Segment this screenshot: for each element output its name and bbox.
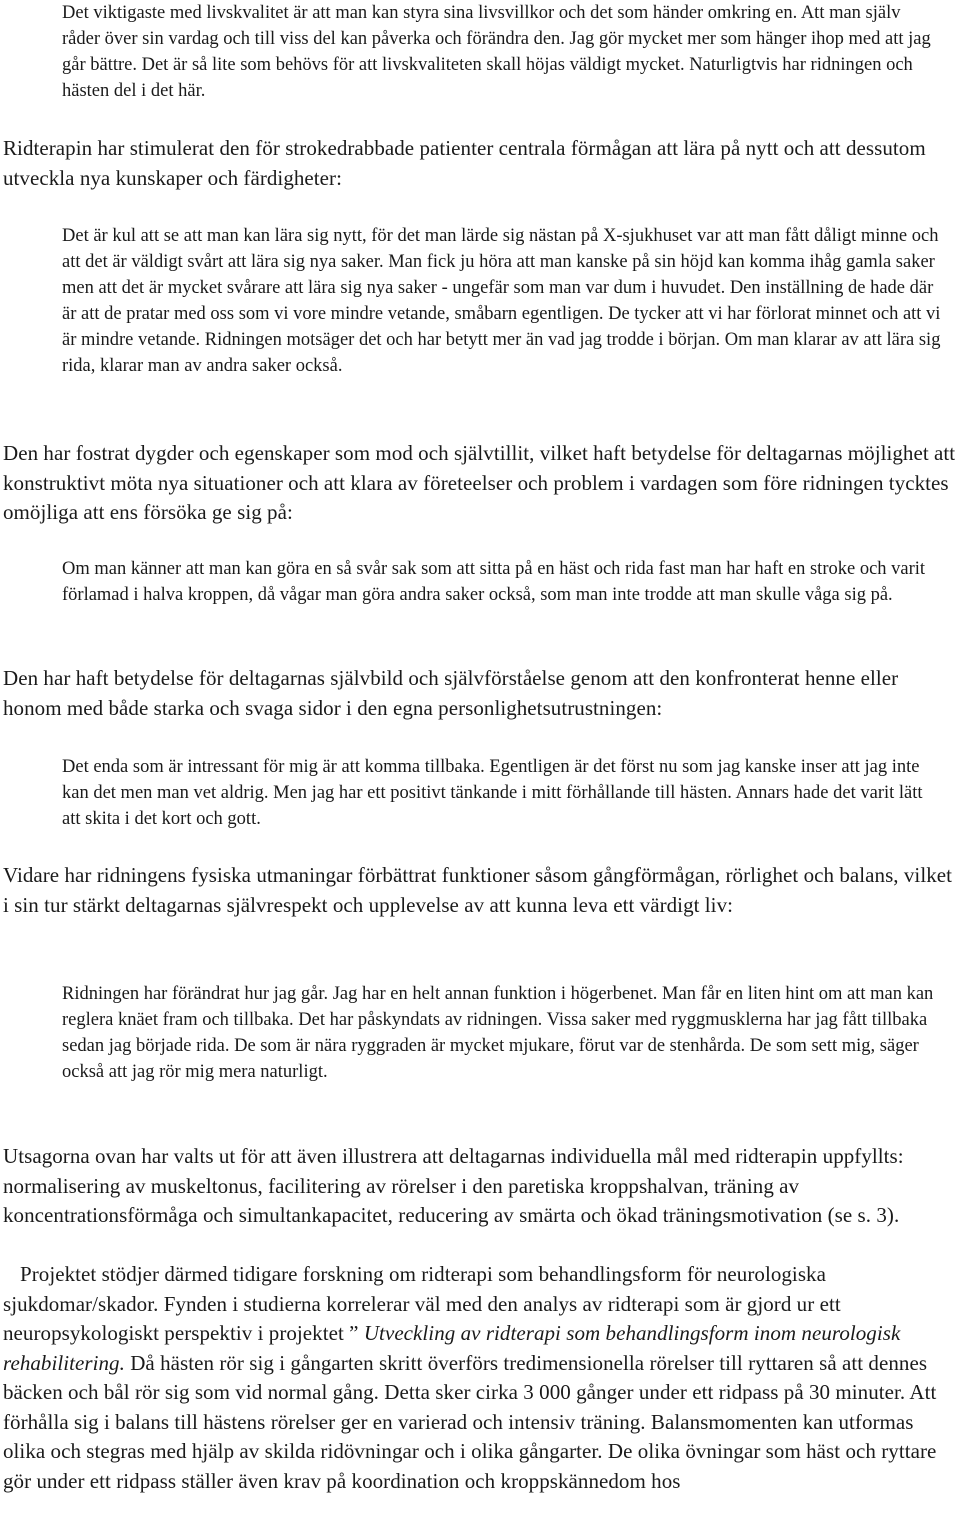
body-paragraph-project-research <box>3 1260 958 1496</box>
body-paragraph-goals: Utsagorna ovan har valts ut för att även illustrera att deltagarnas individuella mål med ridterapin uppfyllts: normalisering av muskeltonus, facilitering av rörelser i den paretiska kroppshalvan, träning av koncentrationsförmåga och simultankapacitet, reducering av smärta och ökad träningsmotivation (se s. 3). <box>3 1144 904 1227</box>
quote-paragraph-coming-back: Det enda som är intressant för mig är att komma tillbaka. Egentligen är det först nu som jag kanske inser att jag inte kan det men man vet aldrig. Men jag har ett positivt tänkande i mitt förhållande till hästen. Annars hade det varit lätt att skita i det kort och gott. <box>62 757 923 829</box>
quote-paragraph-courage: Om man känner att man kan göra en så svår sak som att sitta på en häst och rida fast man har haft en stroke och varit förlamad i halva kroppen, då vågar man göra andra saker också, som man inte trodde att man skulle våga sig på. <box>62 559 926 605</box>
body-paragraph-learning: Ridterapin har stimulerat den för strokedrabbade patienter centrala förmågan att lära på nytt och att dessutom utveckla nya kunskaper och färdigheter: <box>3 136 926 190</box>
project-title-italic: Utveckling av ridterapi som behandlingsform inom neurologisk rehabilitering. <box>3 1321 901 1375</box>
final-paragraph-text-end: Då hästen rör sig i gångarten skritt överförs tredimensionella rörelser till ryttaren så att dennes bäcken och bål rör sig som vid normal gång. Detta sker cirka 3 000 gånger under ett ridpass på 30 minuter. Att förhålla sig i balans till hästens rörelser ger en varierad och intensiv träning. Balansmomenten kan utformas olika och stegras med hjälp av skilda ridövningar och i olika gångarter. De olika övningar som häst och ryttare gör under ett ridpass ställer även krav på koordination och kroppskännedom hos <box>3 1350 937 1493</box>
quote-paragraph-walking: Ridningen har förändrat hur jag går. Jag har en helt annan funktion i högerbenet. Man får en liten hint om att man kan reglera knäet fram och tillbaka. Det har påskyndats av ridningen. Vissa saker med ryggmusklerna har jag fått tillbaka sedan jag började rida. De som är nära ryggraden är mycket mjukare, förut var de stenhårda. De som sett mig, säger också att jag rör mig mera naturligt. <box>62 984 934 1082</box>
quote-paragraph-learn-new: Det är kul att se att man kan lära sig nytt, för det man lärde sig nästan på X-sjukhuset var att man fått dåligt minne och att det är väldigt svårt att lära sig nya saker. Man fick ju höra att man kanske på sin höjd kan komma ihåg gamla saker men att det är mycket svårare att lära sig nya saker - ungefär som man var dum i huvudet. Den inställning de hade där är att de pratar med oss som vi vore mindre vetande, småbarn egentligen. De tycker att vi har förlorat minnet och att vi är mindre vetande. Ridningen motsäger det och har betytt mer än vad jag trodde i början. Om man klarar av att lära sig rida, klarar man av andra saker också. <box>62 226 941 376</box>
final-paragraph-text-start: Projektet stödjer därmed tidigare forskning om ridterapi som behandlingsform för neurologiska sjukdomar/skador. Fynden i studierna korrelerar väl med den analys av ridterapi som är gjord ur ett neuropsykologiskt perspektiv i projektet ” <box>3 1262 841 1345</box>
body-paragraph-virtues: Den har fostrat dygder och egenskaper som mod och självtillit, vilket haft betydelse för deltagarnas möjlighet att konstruktivt möta nya situationer och att klara av företeelser och problem i vardagen som före ridningen tycktes omöjliga att ens försöka ge sig på: <box>3 441 956 524</box>
body-paragraph-physical: Vidare har ridningens fysiska utmaningar förbättrat funktioner såsom gångförmågan, rörlighet och balans, vilket i sin tur stärkt deltagarnas självrespekt och upplevelse av att kunna leva ett värdigt liv: <box>3 863 953 917</box>
body-paragraph-self-image: Den har haft betydelse för deltagarnas självbild och självförståelse genom att den konfronterat henne eller honom med både starka och svaga sidor i den egna personlighetsutrustningen: <box>3 666 899 720</box>
quote-paragraph-life-quality: Det viktigaste med livskvalitet är att man kan styra sina livsvillkor och det som händer omkring en. Att man själv råder över sin vardag och till viss del kan påverka och förändra den. Jag gör mycket mer som hänger ihop med att jag går bättre. Det är så lite som behövs för att livskvaliteten skall höjas väldigt mycket. Naturligtvis har ridningen och hästen del i det här. <box>62 3 931 101</box>
